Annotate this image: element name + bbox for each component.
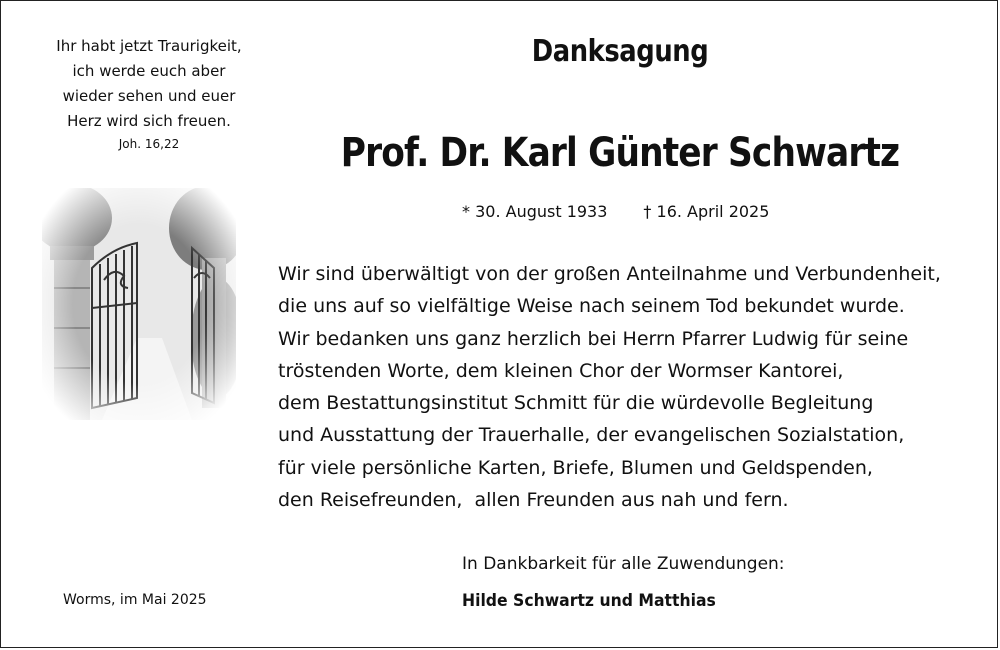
text-line: den Reisefreunden, allen Freunden aus nah und fern. [278,489,789,512]
garden-gate-icon [42,188,236,420]
verse-line: ich werde euch aber [72,62,226,80]
text-line: und Ausstattung der Trauerhalle, der evangelischen Sozialstation, [278,424,905,447]
verse-reference: Joh. 16,22 [118,137,180,151]
text-line: tröstenden Worte, dem kleinen Chor der Wormser Kantorei, [278,359,844,382]
bible-verse [40,34,258,134]
verse-line: wieder sehen und euer [62,87,236,105]
garden-gate-illustration [42,188,236,420]
verse-line: Herz wird sich freuen. [67,112,231,130]
signature: Hilde Schwartz und Matthias [462,591,716,611]
life-dates [462,202,805,221]
closing-line: In Dankbarkeit für alle Zuwendungen: [462,554,785,574]
notice-heading: Danksagung [531,34,709,69]
text-line: dem Bestattungsinstitut Schmitt für die würdevolle Begleitung [278,392,874,415]
verse-line: Ihr habt jetzt Traurigkeit, [56,37,242,55]
text-line: Wir bedanken uns ganz herzlich bei Herrn Pfarrer Ludwig für seine [278,327,909,350]
text-line: für viele persönliche Karten, Briefe, Blumen und Geldspenden, [278,456,873,479]
text-line: die uns auf so vielfältige Weise nach seinem Tod bekundet wurde. [278,295,905,318]
place-and-date: Worms, im Mai 2025 [63,592,207,608]
thank-you-text [278,258,978,516]
birth-date: * 30. August 1933 [462,202,608,221]
death-date: † 16. April 2025 [643,202,770,221]
text-line: Wir sind überwältigt von der großen Anteilnahme und Verbundenheit, [278,263,941,285]
deceased-name: Prof. Dr. Karl Günter Schwartz [340,130,900,176]
